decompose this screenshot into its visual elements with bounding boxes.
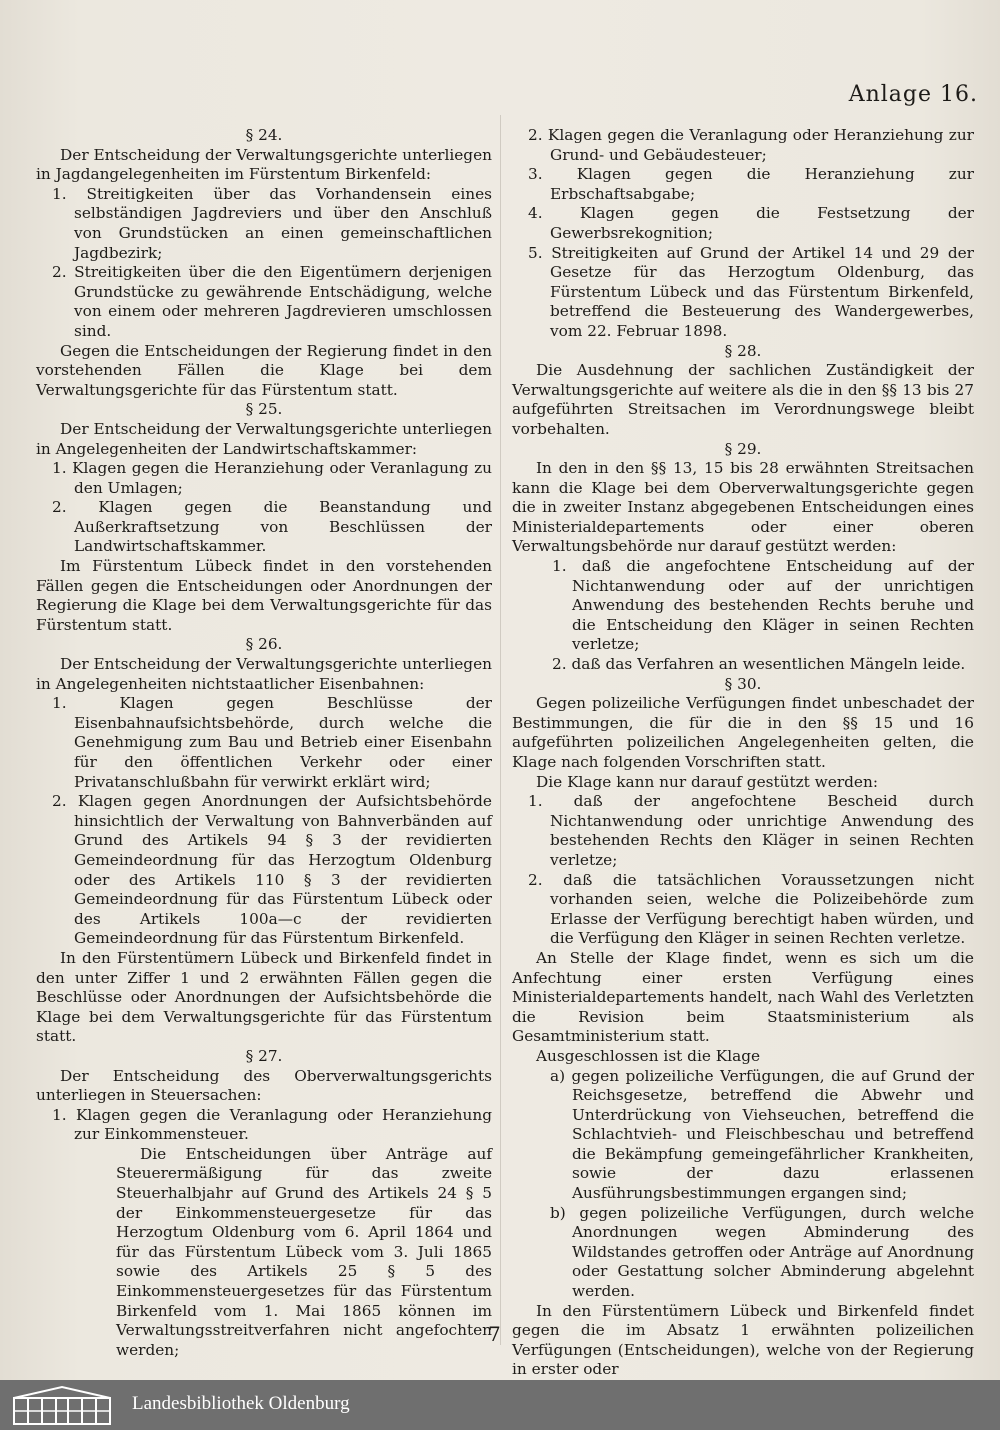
paragraph: Der Entscheidung der Verwaltungsgerichte unterliegen in Angelegenheiten nichtstaatlicher Eisenbahnen:: [36, 655, 492, 693]
list-item: 4. Klagen gegen die Festsetzung der Gewerbsrekognition;: [528, 204, 974, 242]
right-column: [512, 126, 974, 1380]
list-item: 2. daß die tatsächlichen Voraussetzungen nicht vorhanden seien, welche die Polizeibehörde zum Erlasse der Verfügung berechtigt haben würden, und die Verfügung den Kläger in seinen Rechten verletze.: [528, 870, 974, 948]
paragraph: Der Entscheidung der Verwaltungsgerichte unterliegen in Angelegenheiten der Landwirtschaftskammer:: [36, 419, 492, 458]
footer-library-name[interactable]: Landesbibliothek Oldenburg: [132, 1393, 350, 1414]
section-heading: § 28.: [724, 341, 762, 360]
list-item: 2. daß das Verfahren an wesentlichen Mängeln leide.: [552, 655, 966, 674]
section-heading: § 29.: [724, 439, 762, 458]
paragraph: Die Ausdehnung der sachlichen Zuständigkeit der Verwaltungsgerichte auf weitere als die in den §§ 13 bis 27 aufgeführten Streitsachen im Verordnungswege bleibt vorbehalten.: [512, 361, 974, 438]
gutter-line: [500, 115, 501, 1345]
paragraph: In den in den §§ 13, 15 bis 28 erwähnten Streitsachen kann die Klage bei dem Oberverwaltungsgerichte gegen die in zweiter Instanz abgegebenen Entscheidungen eines Ministerialdepartements oder einer oberen Verwaltungsbehörde nur darauf gestützt werden:: [512, 459, 974, 556]
list-item: 1. daß der angefochtene Bescheid durch Nichtanwendung oder unrichtige Anwendung des bestehenden Rechts den Kläger in seinen Rechten verletze;: [528, 792, 974, 869]
list-item: 1. daß die angefochtene Entscheidung auf der Nichtanwendung oder auf der unrichtigen Anwendung des bestehenden Rechts beruhe und die Entscheidung den Kläger in seinen Rechten verletze;: [552, 557, 974, 654]
list-item: 5. Streitigkeiten auf Grund der Artikel 14 und 29 der Gesetze für das Herzogtum Oldenburg, das Fürstentum Lübeck und das Fürstentum Birkenfeld, betreffend die Besteuerung des Wandergewerbes, vom 22. Februar 1898.: [528, 243, 974, 340]
section-heading: § 25.: [245, 400, 283, 419]
footer-bar: [0, 1380, 1000, 1430]
library-building-icon: [6, 1384, 118, 1426]
list-item: 2. Streitigkeiten über die den Eigentümern derjenigen Grundstücke zu gewährende Entschädigung, welche von einem oder mehreren Jagdrevieren umschlossen sind.: [52, 263, 492, 340]
list-item: 2. Klagen gegen die Beanstandung und Außerkraftsetzung von Beschlüssen der Landwirtschaftskammer.: [52, 498, 492, 556]
paragraph: In den Fürstentümern Lübeck und Birkenfeld findet in den unter Ziffer 1 und 2 erwähnten Fällen gegen die Beschlüsse oder Anordnungen der Aufsichtsbehörde die Klage bei dem Verwaltungsgerichte für das Fürstentum statt.: [36, 948, 492, 1046]
paragraph: Der Entscheidung der Verwaltungsgerichte unterliegen in Jagdangelegenheiten im Fürstentum Birkenfeld:: [36, 145, 492, 184]
list-item: 2. Klagen gegen die Veranlagung oder Heranziehung zur Grund- und Gebäudesteuer;: [528, 126, 974, 164]
paragraph: Die Klage kann nur darauf gestützt werden:: [536, 772, 878, 791]
list-item: 1. Streitigkeiten über das Vorhandensein eines selbständigen Jagdreviers und über den Anschluß von Grundstücken an einen gemeinschaftlichen Jagdbezirk;: [52, 184, 492, 262]
list-item: 1. Klagen gegen die Veranlagung oder Heranziehung zur Einkommensteuer.: [52, 1105, 492, 1144]
paragraph: Gegen polizeiliche Verfügungen findet unbeschadet der Bestimmungen, die für die in den §§ 15 und 16 aufgeführten polizeilichen Angelegenheiten gelten, die Klage nach folgenden Vorschriften statt.: [512, 694, 974, 771]
list-item: 2. Klagen gegen Anordnungen der Aufsichtsbehörde hinsichtlich der Verwaltung von Bahnverbänden auf Grund des Artikels 94 § 3 der revidierten Gemeindeordnung für das Herzogtum Oldenburg oder des Artikels 110 § 3 der revidierten Gemeindeordnung für das Fürstentum Lübeck oder des Artikels 100a—c der revidierten Gemeindeordnung für das Fürstentum Birkenfeld.: [52, 792, 492, 948]
section-heading: § 24.: [245, 126, 283, 144]
list-item: 3. Klagen gegen die Heranziehung zur Erbschaftsabgabe;: [528, 165, 974, 203]
section-heading: § 26.: [245, 635, 283, 654]
paragraph: An Stelle der Klage findet, wenn es sich um die Anfechtung einer ersten Verfügung eines Ministerialdepartements handelt, nach Wahl des Verletzten die Revision beim Staatsministerium als Gesamtministerium statt.: [512, 948, 974, 1046]
paragraph: Ausgeschlossen ist die Klage: [536, 1046, 761, 1065]
paragraph: In den Fürstentümern Lübeck und Birkenfeld findet gegen die im Absatz 1 erwähnten polizeilichen Verfügungen (Entscheidungen), welche von der Regierung in erster oder: [512, 1301, 974, 1379]
section-heading: § 30.: [724, 674, 762, 693]
list-item: a) gegen polizeiliche Verfügungen, die auf Grund der Reichsgesetze, betreffend die Abwehr und Unterdrückung von Viehseuchen, betreffend die Schlachtvieh- und Fleischbeschau und betreffend die Bekämpfung gemeingefährlicher Krankheiten, sowie der dazu erlassenen Ausführungsbestimmungen ergangen sind;: [550, 1066, 974, 1203]
paragraph: Im Fürstentum Lübeck findet in den vorstehenden Fällen gegen die Entscheidungen oder Anordnungen der Regierung die Klage bei dem Verwaltungsgerichte für das Fürstentum statt.: [36, 557, 492, 634]
list-item: 1. Klagen gegen Beschlüsse der Eisenbahnaufsichtsbehörde, durch welche die Genehmigung zum Bau und Betrieb einer Eisenbahn für den öffentlichen Verkehr oder einer Privatanschlußbahn für verwirkt erklärt wird;: [52, 694, 492, 791]
section-heading: § 27.: [245, 1046, 283, 1065]
annex-label: Anlage 16.: [848, 82, 978, 107]
left-column: [36, 126, 492, 1360]
paragraph: Gegen die Entscheidungen der Regierung findet in den vorstehenden Fällen die Klage bei dem Verwaltungsgerichte für das Fürstentum statt.: [36, 341, 492, 399]
list-item-note: Die Entscheidungen über Anträge auf Steuerermäßigung für das zweite Steuerhalbjahr auf Grund des Artikels 24 § 5 der Einkommensteuergesetze für das Herzogtum Oldenburg vom 6. April 1864 und für das Fürstentum Lübeck vom 3. Juli 1865 sowie des Artikels 25 § 5 des Einkommensteuergesetzes für das Fürstentum Birkenfeld vom 1. Mai 1865 können im Verwaltungsstreitverfahren nicht angefochten werden;: [116, 1144, 492, 1359]
paragraph: Der Entscheidung des Oberverwaltungsgerichts unterliegen in Steuersachen:: [36, 1066, 492, 1105]
list-item: 1. Klagen gegen die Heranziehung oder Veranlagung zu den Umlagen;: [52, 459, 492, 497]
page-number: 7: [488, 1322, 501, 1346]
list-item: b) gegen polizeiliche Verfügungen, durch welche Anordnungen wegen Abminderung des Wildstandes getroffen oder Anträge auf Anordnung oder Gestattung solcher Abminderung abgelehnt werden.: [550, 1203, 974, 1301]
